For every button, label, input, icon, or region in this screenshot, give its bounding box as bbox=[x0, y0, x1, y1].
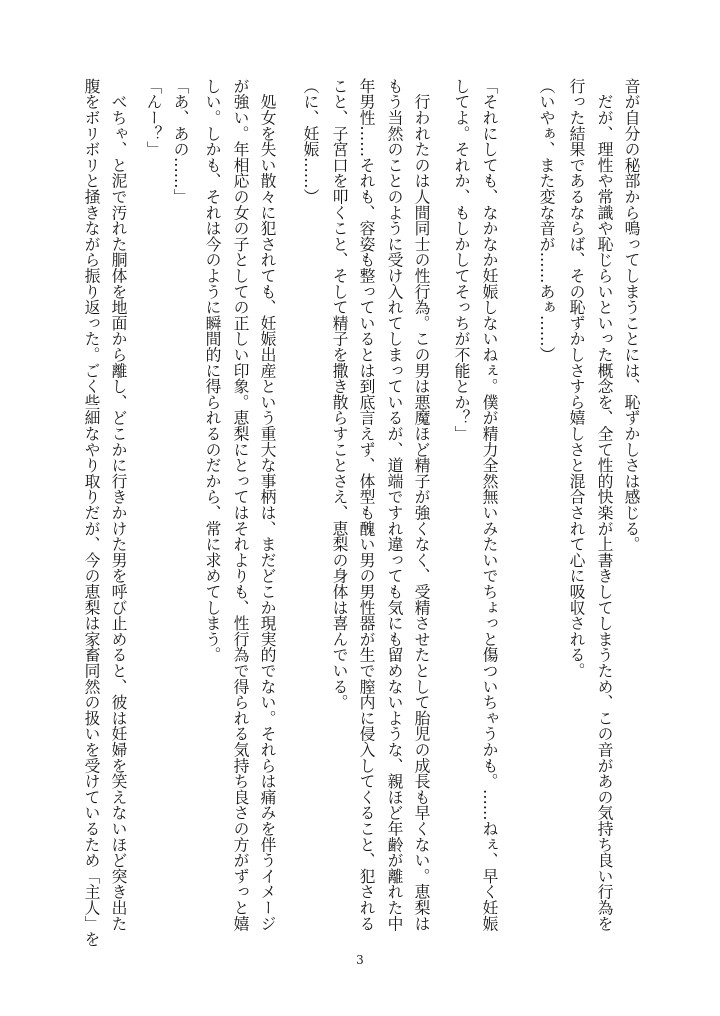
text-column: こと、子宮口を叩くこと、そして精子を撒き散らすことさえ、恵梨の身体は喜んでいる。 bbox=[330, 78, 349, 710]
text-column: しい。しかも、それは今のように瞬間的に得られるのだから、常に求めてしまう。 bbox=[203, 78, 222, 663]
text-column: 年男性……それも、容姿も整っているとは到底言えず、体型も醜い男の男性器が生で膣内に侵入してくること、犯される bbox=[357, 78, 376, 932]
text-column: （いやぁ、また変な音が……あぁ……） bbox=[537, 78, 556, 363]
text-column: （に、妊娠……） bbox=[301, 78, 320, 205]
text-column: が強い。年相応の女の子としての正しい印象。恵梨にとってはそれよりも、性行為で得られる気持ち良さの方がずっと嬉 bbox=[231, 78, 250, 932]
text-column: 処女を失い散々に犯されても、妊娠出産という重大な事柄は、まだどこか現実的でない。それらは痛みを伴うイメージ bbox=[258, 78, 277, 932]
text-column: してよ。それか、もしかしてそっちが不能とか？」 bbox=[452, 78, 471, 442]
text-column: 「それにしても、なかなか妊娠しないねぇ。僕が精力全然無いみたいでちょっと傷ついちゃうかも。……ねぇ、早く妊娠 bbox=[480, 78, 499, 932]
text-column: もう当然のことのように受け入れてしまっているが、道端ですれ違っても気にも留めないような、親ほど年齢が離れた中 bbox=[385, 78, 404, 932]
text-column: 「あ、あの……」 bbox=[171, 78, 190, 205]
page-number: 3 bbox=[356, 953, 364, 967]
text-column: だが、理性や常識や恥じらいといった概念を、全て性的快楽が上書きしてしまうため、この音があの気持ち良い行為を bbox=[595, 78, 614, 932]
text-column: 音が自分の秘部から鳴ってしまうことには、恥ずかしさは感じる。 bbox=[622, 78, 641, 552]
text-column: 「んー？」 bbox=[144, 78, 163, 157]
text-column: 腹をボリボリと掻きながら振り返った。ごく些細なやり取りだが、今の恵梨は家畜同然の扱いを受けているため「主人」を bbox=[82, 78, 101, 947]
text-column: 行った結果であるならば、その恥ずかしさすら嬉しさと混合されて心に吸収される。 bbox=[567, 78, 586, 679]
text-column: べちゃ、と泥で汚れた胴体を地面から離し、どこかに行きかけた男を呼び止めると、彼は妊婦を笑えないほど突き出た bbox=[109, 78, 128, 932]
text-column: 行われたのは人間同士の性行為。この男は悪魔ほど精子が強くなく、受精させたとして胎児の成長も早くない。恵梨は bbox=[412, 78, 431, 932]
